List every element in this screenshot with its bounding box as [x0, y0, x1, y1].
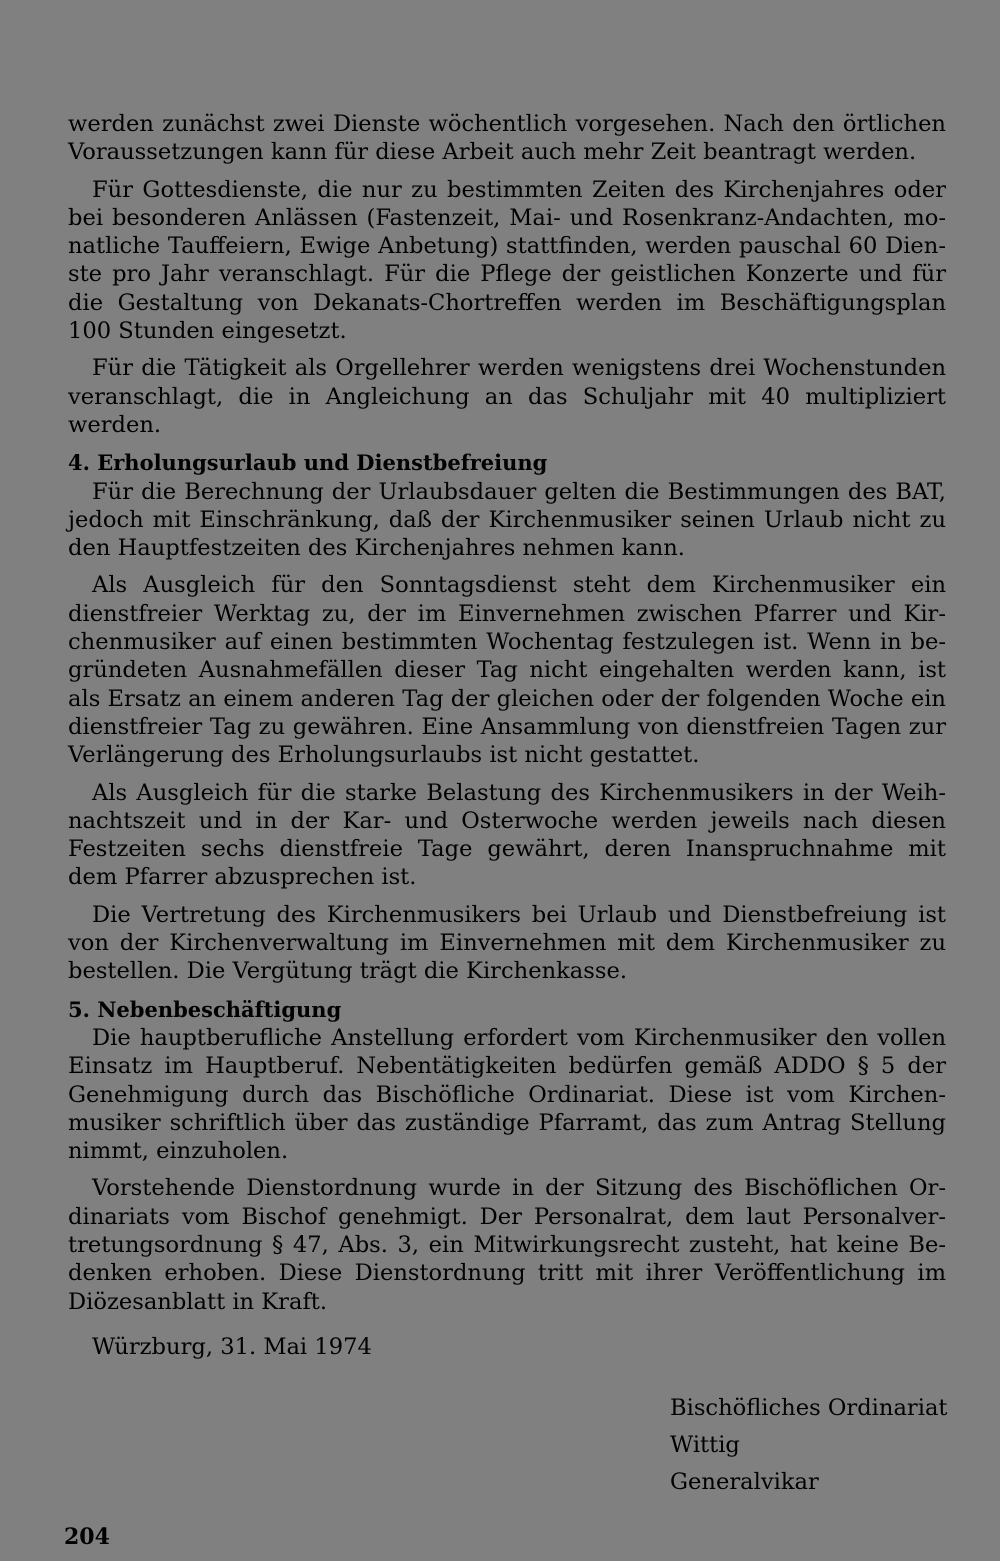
page-number: 204 [64, 1524, 110, 1550]
paragraph-sonntagsdienst: Als Ausgleich für den Sonntagsdienst steht dem Kirchenmusiker ein dienstfreier Werktag zu, der im Einvernehmen zwischen Pfarrer und Kirchenmusiker auf einen bestimmten Wochentag festzulegen ist. Wenn in begründeten Ausnahmefällen dieser Tag nicht eingehalten werden kann, ist als Ersatz an einem anderen Tag der gleichen oder der folgenden Woche ein dienstfreier Tag zu gewähren. Eine Ansammlung von dienstfreien Tagen zur Verlängerung des Erholungsurlaubs ist nicht gestattet. [68, 572, 946, 769]
paragraph-dienstordnung: Vorstehende Dienstordnung wurde in der Sitzung des Bischöflichen Ordinariats vom Bischof genehmigt. Der Personalrat, dem laut Personalvertretungsordnung § 47, Abs. 3, ein Mitwirkungsrecht zusteht, hat keine Bedenken erhoben. Diese Dienstordnung tritt mit ihrer Veröffentlichung im Diözesanblatt in Kraft. [68, 1175, 946, 1315]
signature-name: Wittig [670, 1432, 740, 1458]
signature-title: Generalvikar [670, 1469, 819, 1495]
paragraph-gottesdienste: Für Gottesdienste, die nur zu bestimmten Zeiten des Kirchenjahres oder bei besonderen Anlässen (Fastenzeit, Mai- und Rosenkranz-Andachten, monatliche Tauffeiern, Ewige Anbetung) stattfinden, werden pauschal 60 Dienste pro Jahr veranschlagt. Für die Pflege der geistlichen Konzerte und für die Gestaltung von Dekanats-Chortreffen werden im Beschäftigungsplan 100 Stunden eingesetzt. [68, 176, 946, 345]
paragraph-anstellung: Die hauptberufliche Anstellung erfordert vom Kirchenmusiker den vollen Einsatz im Hauptberuf. Nebentätigkeiten bedürfen gemäß ADDO § 5 der Genehmigung durch das Bischöfliche Ordinariat. Diese ist vom Kirchenmusiker schriftlich über das zuständige Pfarramt, das zum Antrag Stellung nimmt, einzuholen. [68, 1024, 946, 1165]
paragraph-urlaubsdauer: Für die Berechnung der Urlaubsdauer gelten die Bestimmungen des BAT, jedoch mit Einschränkung, daß der Kirchenmusiker seinen Urlaub nicht zu den Hauptfestzeiten des Kirchenjahres nehmen kann. [68, 478, 946, 562]
paragraph-weihnachtszeit: Als Ausgleich für die starke Belastung des Kirchenmusikers in der Weihnachtszeit und in der Kar- und Osterwoche werden jeweils nach diesen Festzeiten sechs dienstfreie Tage gewährt, deren Inanspruchnahme mit dem Pfarrer abzusprechen ist. [68, 779, 946, 891]
paragraph-continued: werden zunächst zwei Dienste wöchentlich vorgesehen. Nach den örtlichen Voraussetzungen kann für diese Arbeit auch mehr Zeit beantragt werden. [68, 111, 946, 166]
section-heading-4: 4. Erholungsurlaub und Dienstbefreiung [68, 450, 548, 476]
signature-block [670, 1390, 948, 1501]
paragraph-orgellehrer: Für die Tätigkeit als Orgellehrer werden wenigstens drei Wochenstunden veranschlagt, die in Angleichung an das Schuljahr mit 40 multipliziert werden. [68, 355, 946, 438]
place-date: Würzburg, 31. Mai 1974 [92, 1333, 372, 1360]
paragraph-vertretung: Die Vertretung des Kirchenmusikers bei Urlaub und Dienstbefreiung ist von der Kirchenverwaltung im Einvernehmen mit dem Kirchenmusiker zu bestellen. Die Vergütung trägt die Kirchenkasse. [68, 901, 946, 985]
signature-institution: Bischöfliches Ordinariat [670, 1395, 948, 1421]
section-heading-5: 5. Nebenbeschäftigung [68, 996, 342, 1022]
document-body [68, 110, 946, 1361]
